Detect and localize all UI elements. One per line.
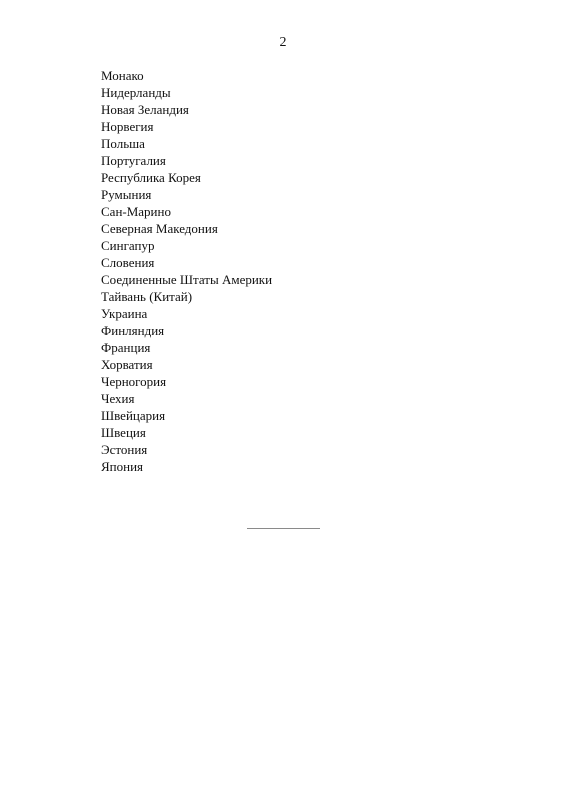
country-item: Сан-Марино bbox=[101, 204, 171, 219]
country-item: Швеция bbox=[101, 425, 146, 440]
country-item: Эстония bbox=[101, 442, 148, 457]
country-item: Словения bbox=[101, 255, 155, 270]
country-item: Япония bbox=[101, 459, 144, 474]
country-item: Сингапур bbox=[101, 238, 155, 253]
country-item: Монако bbox=[101, 68, 144, 83]
country-item: Украина bbox=[101, 306, 148, 321]
country-item: Польша bbox=[101, 136, 145, 151]
country-item: Румыния bbox=[101, 187, 152, 202]
page-number: 2 bbox=[279, 35, 287, 50]
country-item: Соединенные Штаты Америки bbox=[101, 272, 273, 287]
country-list bbox=[101, 67, 272, 475]
country-item: Финляндия bbox=[101, 323, 165, 338]
end-rule bbox=[247, 528, 320, 529]
country-item: Норвегия bbox=[101, 119, 154, 134]
country-item: Нидерланды bbox=[101, 85, 171, 100]
country-item: Чехия bbox=[101, 391, 135, 406]
country-item: Новая Зеландия bbox=[101, 102, 189, 117]
country-item: Северная Македония bbox=[101, 221, 218, 236]
country-item: Швейцария bbox=[101, 408, 166, 423]
country-item: Республика Корея bbox=[101, 170, 201, 185]
country-item: Черногория bbox=[101, 374, 167, 389]
country-item: Тайвань (Китай) bbox=[101, 289, 193, 304]
country-item: Франция bbox=[101, 340, 151, 355]
country-item: Хорватия bbox=[101, 357, 153, 372]
country-item: Португалия bbox=[101, 153, 166, 168]
